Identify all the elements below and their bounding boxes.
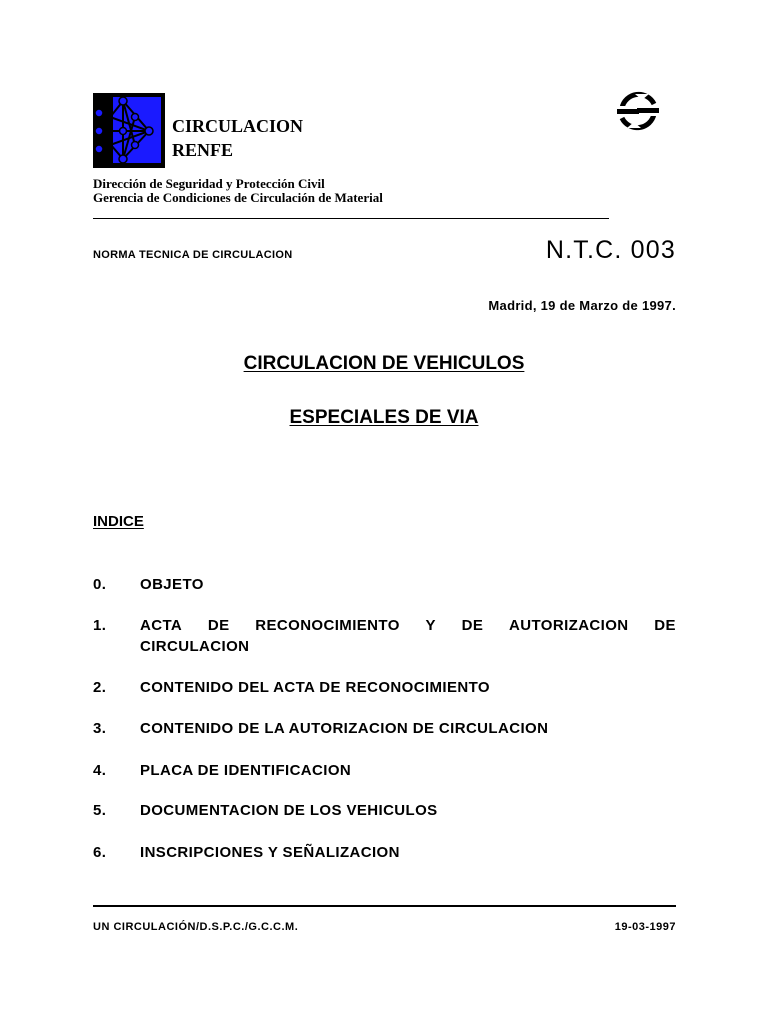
toc-item-text: CONTENIDO DE LA AUTORIZACION DE CIRCULACION	[140, 720, 549, 737]
department-line-1: Dirección de Seguridad y Protección Civil	[93, 176, 325, 191]
brand-name	[172, 114, 303, 162]
toc-item-number: 1.	[93, 617, 107, 634]
toc-word: RECONOCIMIENTO	[255, 617, 400, 634]
document-date: Madrid, 19 de Marzo de 1997.	[488, 298, 676, 313]
footer-department-code: UN CIRCULACIÓN/D.S.P.C./G.C.C.M.	[93, 921, 299, 933]
header-divider	[93, 218, 609, 219]
department-lines	[93, 177, 383, 204]
toc-item-text	[140, 615, 676, 657]
toc-word: AUTORIZACION	[509, 617, 629, 634]
network-diamond-logo-icon	[93, 93, 165, 168]
toc-item-6	[93, 842, 676, 863]
footer-divider	[93, 905, 676, 907]
toc-item-text: DOCUMENTACION DE LOS VEHICULOS	[140, 802, 438, 819]
toc-item-number: 0.	[93, 576, 107, 593]
norma-label: NORMA TECNICA DE CIRCULACION	[93, 249, 293, 261]
toc-item-1	[93, 615, 676, 657]
toc-word: Y	[425, 617, 436, 634]
toc-word: DE	[461, 617, 484, 634]
toc-item-0	[93, 574, 676, 595]
toc-item-number: 2.	[93, 679, 107, 696]
toc-item-number: 4.	[93, 762, 107, 779]
department-line-2: Gerencia de Condiciones de Circulación de Material	[93, 189, 383, 205]
toc-item-5	[93, 800, 676, 821]
toc-item-text: PLACA DE IDENTIFICACION	[140, 762, 352, 779]
toc-word: ACTA	[140, 617, 183, 634]
toc-item-3	[93, 718, 676, 739]
toc-item-text-line-1	[140, 615, 676, 636]
document-title-line-1-text: CIRCULACION DE VEHICULOS	[243, 353, 525, 374]
document-title-line-1	[0, 353, 768, 375]
renfe-arrows-icon	[613, 88, 663, 134]
toc-item-text: OBJETO	[140, 576, 204, 593]
document-title-line-2	[0, 407, 768, 429]
toc-item-text-line-2: CIRCULACION	[140, 638, 250, 655]
brand-line-1: CIRCULACION	[172, 116, 304, 136]
toc-item-2	[93, 677, 676, 698]
document-title-line-2-text: ESPECIALES DE VIA	[289, 407, 479, 428]
toc-item-text: CONTENIDO DEL ACTA DE RECONOCIMIENTO	[140, 679, 490, 696]
index-heading: INDICE	[93, 513, 144, 530]
toc-word: DE	[654, 617, 676, 634]
brand-line-2: RENFE	[172, 140, 234, 160]
toc-word: DE	[207, 617, 230, 634]
footer-date: 19-03-1997	[614, 921, 676, 933]
toc-item-number: 5.	[93, 802, 107, 819]
toc-item-4	[93, 760, 676, 781]
toc-item-number: 3.	[93, 720, 107, 737]
norma-code: N.T.C. 003	[545, 236, 676, 264]
toc-item-number: 6.	[93, 844, 107, 861]
toc-item-text: INSCRIPCIONES Y SEÑALIZACION	[140, 844, 400, 861]
